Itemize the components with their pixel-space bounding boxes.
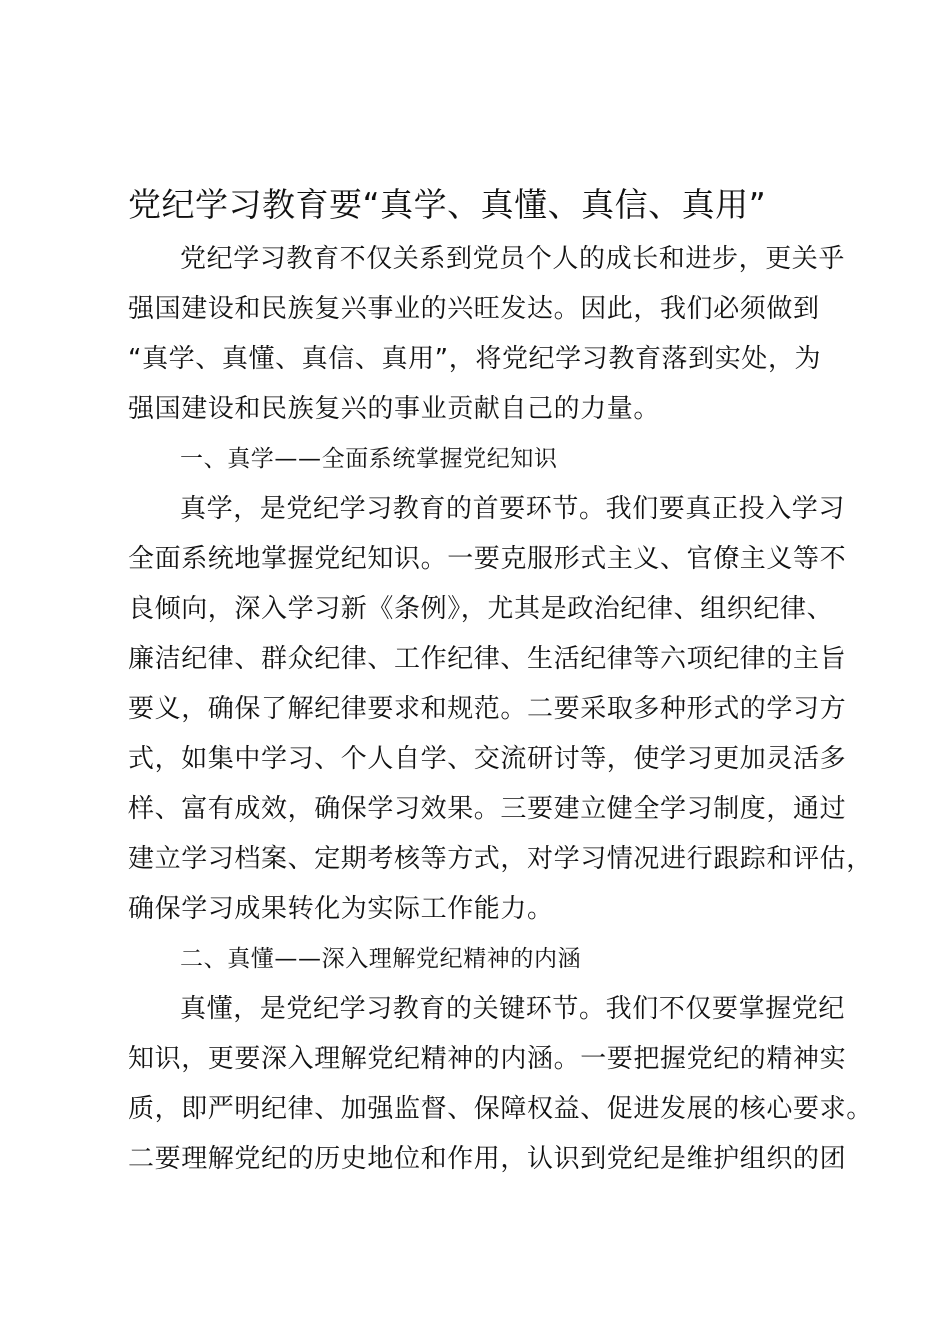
paragraph-line: 强国建设和民族复兴事业的兴旺发达。因此，我们必须做到: [128, 294, 820, 324]
section-heading-2: 二、真懂——深入理解党纪精神的内涵: [180, 946, 582, 972]
paragraph-line: 要义，确保了解纪律要求和规范。二要采取多种形式的学习方: [128, 694, 847, 724]
paragraph-line: 党纪学习教育不仅关系到党员个人的成长和进步，更关乎: [180, 244, 846, 274]
paragraph-line: 真懂，是党纪学习教育的关键环节。我们不仅要掌握党纪: [180, 994, 846, 1024]
document-body: [128, 234, 873, 1184]
paragraph-line: 二要理解党纪的历史地位和作用，认识到党纪是维护组织的团: [128, 1144, 847, 1174]
paragraph-line: 全面系统地掌握党纪知识。一要克服形式主义、官僚主义等不: [128, 544, 847, 574]
paragraph-line: 良倾向，深入学习新《条例》，尤其是政治纪律、组织纪律、: [128, 594, 834, 624]
paragraph-line: 式，如集中学习、个人自学、交流研讨等，使学习更加灵活多: [128, 744, 847, 774]
paragraph-line: 强国建设和民族复兴的事业贡献自己的力量。: [128, 394, 661, 424]
paragraph-line: 真学，是党纪学习教育的首要环节。我们要真正投入学习: [180, 494, 846, 524]
paragraph-line: 建立学习档案、定期考核等方式，对学习情况进行跟踪和评估，: [128, 844, 873, 874]
paragraph-line: 廉洁纪律、群众纪律、工作纪律、生活纪律等六项纪律的主旨: [128, 644, 847, 674]
section-heading-1: 一、真学——全面系统掌握党纪知识: [180, 446, 558, 472]
paragraph-line: 确保学习成果转化为实际工作能力。: [128, 894, 554, 924]
document-title: 党纪学习教育要“真学、真懂、真信、真用”: [128, 185, 767, 224]
paragraph-line: 质，即严明纪律、加强监督、保障权益、促进发展的核心要求。: [128, 1094, 873, 1124]
paragraph-line: 样、富有成效，确保学习效果。三要建立健全学习制度，通过: [128, 794, 847, 824]
paragraph-line: “真学、真懂、真信、真用”，将党纪学习教育落到实处，为: [128, 344, 822, 374]
paragraph-line: 知识，更要深入理解党纪精神的内涵。一要把握党纪的精神实: [128, 1044, 847, 1074]
